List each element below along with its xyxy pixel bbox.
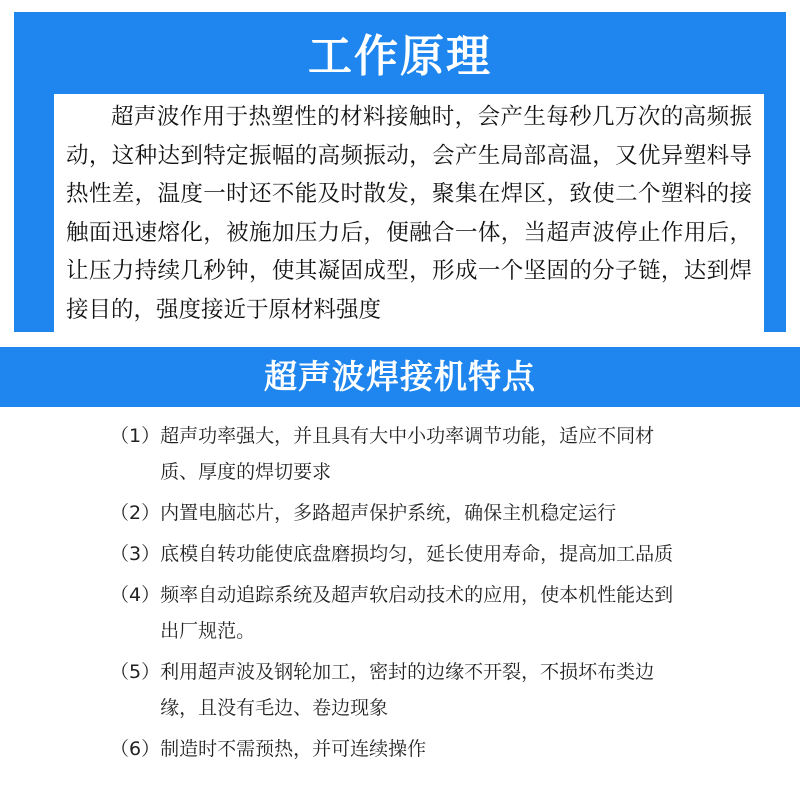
feature-text: 底模自转功能使底盘磨损均匀，延长使用寿命，提高加工品质	[160, 543, 674, 565]
principle-panel	[14, 12, 786, 332]
feature-number: （2）	[110, 502, 161, 524]
feature-number: （5）	[110, 661, 161, 683]
principle-textbox	[54, 94, 764, 334]
principle-body: 超声波作用于热塑性的材料接触时，会产生每秒几万次的高频振动，这种达到特定振幅的高频振动，会产生局部高温，又优异塑料导热性差，温度一时还不能及时散发，聚集在焊区，致使二个塑料的接触面迅速熔化，被施加压力后，便融合一体，当超声波停止作用后，让压力持续几秒钟，使其凝固成型，形成一个坚固的分子链，达到焊接目的，强度接近于原材料强度	[66, 104, 752, 323]
feature-text: 制造时不需预热，并可连续操作	[160, 738, 427, 760]
feature-item-4	[110, 577, 690, 649]
feature-item-1	[110, 418, 690, 490]
feature-item-6	[110, 731, 690, 767]
feature-number: （4）	[110, 584, 161, 606]
feature-number: （1）	[110, 425, 161, 447]
feature-item-2	[110, 495, 690, 531]
features-title: 超声波焊接机特点	[264, 357, 536, 396]
feature-item-3	[110, 536, 690, 572]
feature-text: 频率自动追踪系统及超声软启动技术的应用，使本机性能达到出厂规范。	[160, 584, 674, 642]
feature-text: 超声功率强大，并且具有大中小功率调节功能，适应不同材质、厚度的焊切要求	[160, 425, 655, 483]
features-header-bar	[0, 347, 800, 407]
feature-text: 利用超声波及钢轮加工，密封的边缘不开裂，不损坏布类边缘，且没有毛边、卷边现象	[160, 661, 655, 719]
features-list	[110, 418, 690, 772]
feature-number: （3）	[110, 543, 161, 565]
principle-title: 工作原理	[308, 31, 492, 82]
feature-item-5	[110, 654, 690, 726]
feature-number: （6）	[110, 738, 161, 760]
feature-text: 内置电脑芯片，多路超声保护系统，确保主机稳定运行	[160, 502, 617, 524]
